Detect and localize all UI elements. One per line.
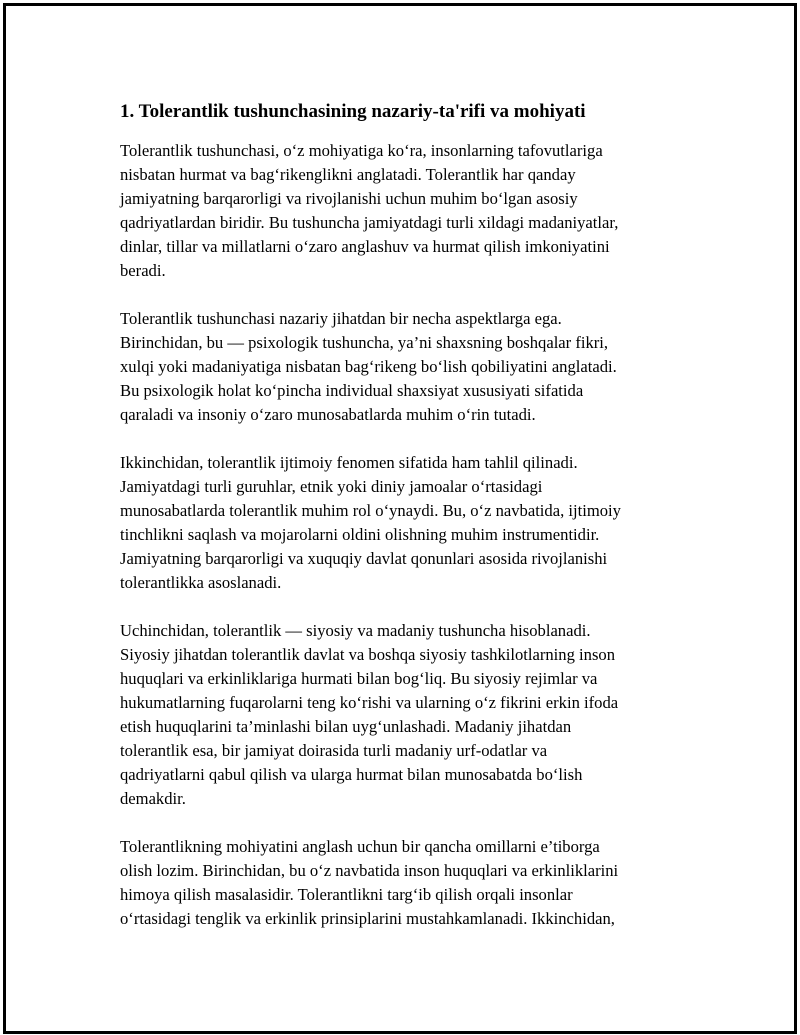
- text-line: tolerantlik esa, bir jamiyat doirasida turli madaniy urf-odatlar va: [120, 741, 548, 760]
- text-line: Birinchidan, bu — psixologik tushuncha, ya’ni shaxsning boshqalar fikri,: [120, 333, 609, 352]
- text-line: huquqlari va erkinliklariga hurmati bilan bog‘liq. Bu siyosiy rejimlar va: [120, 669, 598, 688]
- text-line: Tolerantlikning mohiyatini anglash uchun bir qancha omillarni e’tiborga: [120, 837, 600, 856]
- text-line: hukumatlarning fuqarolarni teng ko‘rishi va ularning o‘z fikrini erkin ifoda: [120, 693, 619, 712]
- text-line: Bu psixologik holat ko‘pincha individual shaxsiyat xususiyati sifatida: [120, 381, 584, 400]
- text-line: Jamiyatning barqarorligi va xuquqiy davlat qonunlari asosida rivojlanishi: [120, 549, 608, 568]
- text-line: demakdir.: [120, 789, 186, 808]
- paragraph-4: [120, 619, 690, 811]
- text-line: qadriyatlardan biridir. Bu tushuncha jamiyatdagi turli xildagi madaniyatlar,: [120, 213, 619, 232]
- text-line: qaraladi va insoniy o‘zaro munosabatlarda muhim o‘rin tutadi.: [120, 405, 536, 424]
- text-line: Uchinchidan, tolerantlik — siyosiy va madaniy tushuncha hisoblanadi.: [120, 621, 591, 640]
- text-line: munosabatlarda tolerantlik muhim rol o‘ynaydi. Bu, o‘z navbatida, ijtimoiy: [120, 501, 621, 520]
- text-line: jamiyatning barqarorligi va rivojlanishi uchun muhim bo‘lgan asosiy: [120, 189, 578, 208]
- text-line: xulqi yoki madaniyatiga nisbatan bag‘rikeng bo‘lish qobiliyatini anglatadi.: [120, 357, 617, 376]
- paragraph-2: [120, 307, 690, 427]
- text-line: etish huquqlarini ta’minlashi bilan uyg‘unlashadi. Madaniy jihatdan: [120, 717, 572, 736]
- text-line: Tolerantlik tushunchasi, o‘z mohiyatiga ko‘ra, insonlarning tafovutlariga: [120, 141, 603, 160]
- page-frame: [3, 3, 797, 1034]
- text-line: qadriyatlarni qabul qilish va ularga hurmat bilan munosabatda bo‘lish: [120, 765, 583, 784]
- text-line: Siyosiy jihatdan tolerantlik davlat va boshqa siyosiy tashkilotlarning inson: [120, 645, 615, 664]
- text-line: olish lozim. Birinchidan, bu o‘z navbatida inson huquqlari va erkinliklarini: [120, 861, 619, 880]
- text-line: tolerantlikka asoslanadi.: [120, 573, 282, 592]
- section-heading: 1. Tolerantlik tushunchasining nazariy-ta'rifi va mohiyati: [120, 101, 586, 122]
- paragraph-5: [120, 835, 690, 931]
- text-line: dinlar, tillar va millatlarni o‘zaro anglashuv va hurmat qilish imkoniyatini: [120, 237, 610, 256]
- text-line: Tolerantlik tushunchasi nazariy jihatdan bir necha aspektlarga ega.: [120, 309, 562, 328]
- text-line: beradi.: [120, 261, 166, 280]
- document-body: [120, 100, 690, 931]
- text-line: himoya qilish masalasidir. Tolerantlikni targ‘ib qilish orqali insonlar: [120, 885, 573, 904]
- paragraph-1: [120, 139, 690, 283]
- text-line: Jamiyatdagi turli guruhlar, etnik yoki diniy jamoalar o‘rtasidagi: [120, 477, 543, 496]
- text-line: nisbatan hurmat va bag‘rikenglikni anglatadi. Tolerantlik har qanday: [120, 165, 576, 184]
- paragraph-3: [120, 451, 690, 595]
- text-line: tinchlikni saqlash va mojarolarni oldini olishning muhim instrumentidir.: [120, 525, 600, 544]
- text-line: o‘rtasidagi tenglik va erkinlik prinsiplarini mustahkamlanadi. Ikkinchidan,: [120, 909, 615, 928]
- text-line: Ikkinchidan, tolerantlik ijtimoiy fenomen sifatida ham tahlil qilinadi.: [120, 453, 578, 472]
